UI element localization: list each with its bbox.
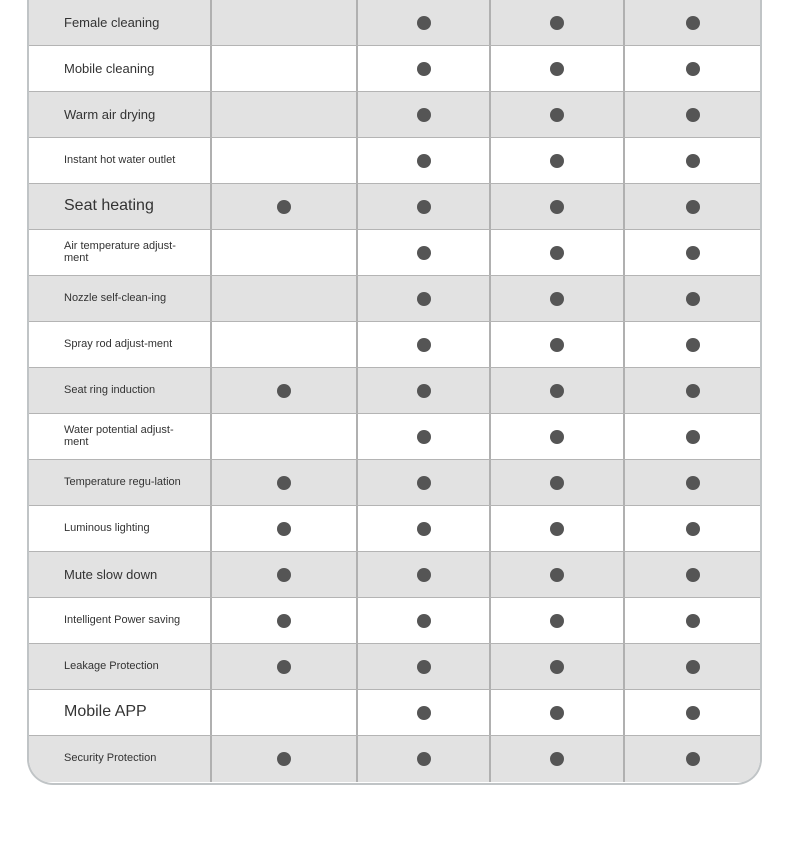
model-1-cell bbox=[212, 230, 358, 275]
feature-label: Female cleaning bbox=[64, 14, 160, 30]
included-dot-icon bbox=[550, 476, 564, 490]
model-4-cell bbox=[625, 184, 760, 229]
model-4-cell bbox=[625, 230, 760, 275]
included-dot-icon bbox=[277, 660, 291, 674]
model-4-cell bbox=[625, 460, 760, 505]
included-dot-icon bbox=[550, 108, 564, 122]
feature-name-cell bbox=[29, 368, 212, 413]
model-1-cell bbox=[212, 736, 358, 782]
model-3-cell bbox=[491, 506, 625, 551]
table-row bbox=[29, 184, 760, 230]
included-dot-icon bbox=[417, 16, 431, 30]
table-row bbox=[29, 276, 760, 322]
model-1-cell bbox=[212, 138, 358, 183]
model-1-cell bbox=[212, 598, 358, 643]
model-1-cell bbox=[212, 690, 358, 735]
included-dot-icon bbox=[417, 246, 431, 260]
included-dot-icon bbox=[417, 522, 431, 536]
feature-label: Temperature regu-lation bbox=[64, 475, 181, 488]
table-row bbox=[29, 138, 760, 184]
included-dot-icon bbox=[277, 522, 291, 536]
model-4-cell bbox=[625, 368, 760, 413]
included-dot-icon bbox=[417, 430, 431, 444]
feature-label: Air temperature adjust-ment bbox=[64, 239, 176, 264]
model-1-cell bbox=[212, 276, 358, 321]
feature-label: Seat heating bbox=[64, 197, 154, 215]
included-dot-icon bbox=[686, 476, 700, 490]
included-dot-icon bbox=[550, 522, 564, 536]
model-4-cell bbox=[625, 506, 760, 551]
included-dot-icon bbox=[686, 62, 700, 76]
included-dot-icon bbox=[277, 384, 291, 398]
model-2-cell bbox=[358, 184, 491, 229]
feature-label: Mobile APP bbox=[64, 703, 147, 721]
feature-name-cell bbox=[29, 736, 212, 782]
feature-label: Nozzle self-clean-ing bbox=[64, 291, 167, 304]
included-dot-icon bbox=[277, 614, 291, 628]
included-dot-icon bbox=[686, 706, 700, 720]
model-3-cell bbox=[491, 414, 625, 459]
model-2-cell bbox=[358, 230, 491, 275]
included-dot-icon bbox=[686, 752, 700, 766]
model-4-cell bbox=[625, 644, 760, 689]
model-4-cell bbox=[625, 322, 760, 367]
feature-label: Instant hot water outlet bbox=[64, 153, 176, 166]
included-dot-icon bbox=[686, 292, 700, 306]
included-dot-icon bbox=[417, 108, 431, 122]
model-2-cell bbox=[358, 322, 491, 367]
model-3-cell bbox=[491, 736, 625, 782]
model-3-cell bbox=[491, 276, 625, 321]
included-dot-icon bbox=[417, 752, 431, 766]
model-3-cell bbox=[491, 598, 625, 643]
model-4-cell bbox=[625, 598, 760, 643]
model-2-cell bbox=[358, 414, 491, 459]
feature-label: Security Protection bbox=[64, 752, 157, 765]
table-row bbox=[29, 598, 760, 644]
feature-label: Spray rod adjust-ment bbox=[64, 337, 173, 350]
model-1-cell bbox=[212, 46, 358, 91]
model-3-cell bbox=[491, 322, 625, 367]
included-dot-icon bbox=[550, 62, 564, 76]
feature-name-cell bbox=[29, 644, 212, 689]
model-2-cell bbox=[358, 506, 491, 551]
feature-name-cell bbox=[29, 414, 212, 459]
model-2-cell bbox=[358, 690, 491, 735]
table-row bbox=[29, 414, 760, 460]
included-dot-icon bbox=[277, 200, 291, 214]
table-row bbox=[29, 506, 760, 552]
included-dot-icon bbox=[686, 200, 700, 214]
included-dot-icon bbox=[277, 568, 291, 582]
model-2-cell bbox=[358, 552, 491, 597]
table-row bbox=[29, 46, 760, 92]
included-dot-icon bbox=[417, 62, 431, 76]
table-row bbox=[29, 644, 760, 690]
included-dot-icon bbox=[686, 246, 700, 260]
feature-name-cell bbox=[29, 598, 212, 643]
model-2-cell bbox=[358, 598, 491, 643]
feature-label: Warm air drying bbox=[64, 106, 156, 122]
feature-label: Intelligent Power saving bbox=[64, 613, 181, 626]
feature-label: Mute slow down bbox=[64, 566, 158, 582]
feature-name-cell bbox=[29, 138, 212, 183]
feature-name-cell bbox=[29, 276, 212, 321]
included-dot-icon bbox=[550, 752, 564, 766]
table-row bbox=[29, 690, 760, 736]
feature-comparison-table bbox=[27, 0, 762, 785]
model-2-cell bbox=[358, 276, 491, 321]
model-2-cell bbox=[358, 460, 491, 505]
model-1-cell bbox=[212, 0, 358, 45]
model-4-cell bbox=[625, 690, 760, 735]
included-dot-icon bbox=[686, 108, 700, 122]
table-row bbox=[29, 230, 760, 276]
feature-name-cell bbox=[29, 552, 212, 597]
included-dot-icon bbox=[550, 16, 564, 30]
feature-name-cell bbox=[29, 46, 212, 91]
feature-name-cell bbox=[29, 92, 212, 137]
model-4-cell bbox=[625, 0, 760, 45]
table-row bbox=[29, 0, 760, 46]
model-3-cell bbox=[491, 0, 625, 45]
included-dot-icon bbox=[417, 568, 431, 582]
included-dot-icon bbox=[417, 660, 431, 674]
included-dot-icon bbox=[417, 614, 431, 628]
model-2-cell bbox=[358, 46, 491, 91]
feature-name-cell bbox=[29, 690, 212, 735]
included-dot-icon bbox=[550, 154, 564, 168]
feature-name-cell bbox=[29, 184, 212, 229]
included-dot-icon bbox=[417, 476, 431, 490]
model-1-cell bbox=[212, 552, 358, 597]
table-row bbox=[29, 736, 760, 782]
model-3-cell bbox=[491, 368, 625, 413]
table-row bbox=[29, 368, 760, 414]
included-dot-icon bbox=[550, 338, 564, 352]
model-2-cell bbox=[358, 368, 491, 413]
model-2-cell bbox=[358, 92, 491, 137]
model-3-cell bbox=[491, 460, 625, 505]
included-dot-icon bbox=[277, 752, 291, 766]
included-dot-icon bbox=[417, 338, 431, 352]
included-dot-icon bbox=[686, 430, 700, 444]
model-4-cell bbox=[625, 276, 760, 321]
model-1-cell bbox=[212, 368, 358, 413]
included-dot-icon bbox=[550, 246, 564, 260]
model-2-cell bbox=[358, 0, 491, 45]
model-3-cell bbox=[491, 690, 625, 735]
model-2-cell bbox=[358, 644, 491, 689]
included-dot-icon bbox=[686, 568, 700, 582]
included-dot-icon bbox=[686, 154, 700, 168]
included-dot-icon bbox=[550, 706, 564, 720]
included-dot-icon bbox=[550, 614, 564, 628]
table-row bbox=[29, 92, 760, 138]
model-3-cell bbox=[491, 138, 625, 183]
included-dot-icon bbox=[686, 338, 700, 352]
model-1-cell bbox=[212, 644, 358, 689]
model-4-cell bbox=[625, 92, 760, 137]
model-4-cell bbox=[625, 414, 760, 459]
included-dot-icon bbox=[550, 200, 564, 214]
feature-label: Leakage Protection bbox=[64, 659, 159, 672]
included-dot-icon bbox=[277, 476, 291, 490]
included-dot-icon bbox=[417, 706, 431, 720]
feature-label: Mobile cleaning bbox=[64, 60, 155, 76]
feature-name-cell bbox=[29, 0, 212, 45]
model-4-cell bbox=[625, 736, 760, 782]
included-dot-icon bbox=[686, 16, 700, 30]
model-3-cell bbox=[491, 230, 625, 275]
feature-name-cell bbox=[29, 506, 212, 551]
feature-name-cell bbox=[29, 230, 212, 275]
included-dot-icon bbox=[686, 522, 700, 536]
model-1-cell bbox=[212, 506, 358, 551]
model-1-cell bbox=[212, 92, 358, 137]
model-3-cell bbox=[491, 644, 625, 689]
model-2-cell bbox=[358, 138, 491, 183]
table-row bbox=[29, 322, 760, 368]
included-dot-icon bbox=[550, 430, 564, 444]
model-3-cell bbox=[491, 552, 625, 597]
included-dot-icon bbox=[550, 660, 564, 674]
included-dot-icon bbox=[417, 384, 431, 398]
model-3-cell bbox=[491, 46, 625, 91]
feature-name-cell bbox=[29, 460, 212, 505]
feature-label: Water potential adjust-ment bbox=[64, 423, 174, 448]
included-dot-icon bbox=[417, 292, 431, 306]
model-1-cell bbox=[212, 184, 358, 229]
model-3-cell bbox=[491, 92, 625, 137]
included-dot-icon bbox=[417, 154, 431, 168]
included-dot-icon bbox=[550, 292, 564, 306]
included-dot-icon bbox=[550, 568, 564, 582]
table-row bbox=[29, 552, 760, 598]
included-dot-icon bbox=[686, 660, 700, 674]
included-dot-icon bbox=[686, 614, 700, 628]
feature-label: Seat ring induction bbox=[64, 383, 156, 396]
table-row bbox=[29, 460, 760, 506]
model-1-cell bbox=[212, 322, 358, 367]
model-4-cell bbox=[625, 138, 760, 183]
model-4-cell bbox=[625, 46, 760, 91]
model-2-cell bbox=[358, 736, 491, 782]
model-3-cell bbox=[491, 184, 625, 229]
included-dot-icon bbox=[550, 384, 564, 398]
included-dot-icon bbox=[417, 200, 431, 214]
model-1-cell bbox=[212, 460, 358, 505]
included-dot-icon bbox=[686, 384, 700, 398]
model-4-cell bbox=[625, 552, 760, 597]
feature-name-cell bbox=[29, 322, 212, 367]
feature-label: Luminous lighting bbox=[64, 521, 150, 534]
model-1-cell bbox=[212, 414, 358, 459]
